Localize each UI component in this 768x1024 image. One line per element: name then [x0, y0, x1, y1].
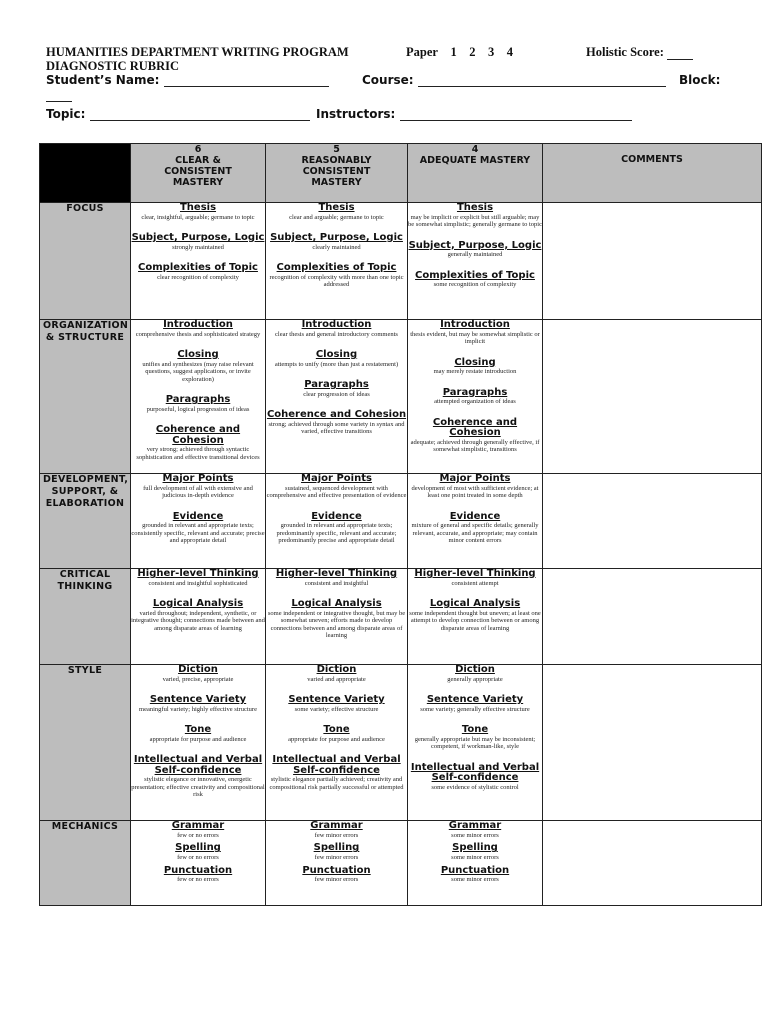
criterion-description: development of most with sufficient evidence; at least one point treated in some depth — [411, 484, 539, 499]
criterion-title: Higher-level Thinking — [275, 568, 398, 579]
column-header — [408, 144, 543, 203]
category-label: ORGANIZATION & STRUCTURE — [40, 320, 131, 474]
criterion-title: Intellectual and Verbal Self-confidence — [272, 754, 401, 776]
course-label: Course: — [362, 73, 414, 87]
corner-cell — [40, 144, 131, 203]
criterion-title: Grammar — [310, 820, 363, 831]
comments-cell[interactable] — [543, 821, 762, 906]
criterion-description: some minor errors — [451, 853, 499, 861]
criterion-title: Punctuation — [302, 864, 371, 876]
criterion-description: generally appropriate but may be inconsistent; competent, if workman-like, style — [414, 735, 536, 750]
category-label: STYLE — [40, 665, 131, 821]
rubric-row — [40, 203, 762, 320]
criterion-description: consistent and insightful sophisticated — [148, 579, 248, 587]
criterion-description: sustained, sequenced development with comprehensive and effective presentation of evidence — [266, 484, 407, 499]
comments-cell[interactable] — [543, 320, 762, 474]
column-header — [131, 144, 266, 203]
criterion-description: clear progression of ideas — [303, 390, 370, 398]
paper-numbers: 1 2 3 4 — [450, 45, 513, 59]
instructors-field[interactable] — [400, 108, 632, 121]
column-score: 5 — [333, 144, 340, 155]
criteria-cell — [266, 665, 408, 821]
criterion-title: Coherence and Cohesion — [266, 409, 407, 420]
criterion-description: varied, precise, appropriate — [162, 675, 234, 683]
criterion-title: Coherence and Cohesion — [432, 416, 518, 438]
criterion-title: Tone — [461, 724, 489, 735]
criterion-title: Evidence — [311, 510, 362, 522]
criterion-title: Introduction — [440, 319, 510, 330]
criterion-description: clear and arguable; germane to topic — [289, 213, 384, 221]
criterion-description: unifies and synthesizes (may raise relevant questions, suggest applications, or invite exploration) — [142, 360, 254, 383]
criterion-title: Grammar — [448, 820, 502, 831]
criterion-description: stylistic elegance partially achieved; creativity and compositional risk partially successful or attempted — [269, 776, 404, 791]
criterion-description: clear, insightful, arguable; germane to topic — [141, 213, 255, 221]
criteria-cell — [266, 569, 408, 665]
student-name-label: Student’s Name: — [46, 73, 160, 87]
criterion-title: Spelling — [313, 842, 360, 854]
criterion-title: Subject, Purpose, Logic — [270, 232, 403, 243]
criterion-title: Higher-level Thinking — [137, 568, 259, 579]
block-label: Block: — [679, 73, 721, 87]
comments-cell[interactable] — [543, 203, 762, 320]
paper-label: Paper — [406, 45, 438, 59]
criterion-title: Logical Analysis — [429, 598, 521, 609]
criterion-title: Introduction — [163, 319, 233, 330]
paper-selector[interactable] — [406, 45, 513, 60]
criterion-description: thesis evident, but may be somewhat simplistic or implicit — [410, 330, 540, 345]
criterion-description: full development of all with extensive and judicious in-depth evidence — [143, 484, 253, 499]
criterion-title: Complexities of Topic — [276, 262, 397, 273]
criterion-title: Spelling — [175, 842, 221, 854]
criterion-description: strongly maintained — [172, 243, 224, 251]
criterion-description: some recognition of complexity — [433, 281, 517, 288]
criterion-title: Major Points — [439, 473, 511, 484]
topic-row — [46, 107, 310, 121]
criterion-title: Closing — [315, 349, 358, 360]
course-field[interactable] — [418, 74, 666, 87]
criteria-cell — [266, 821, 408, 906]
criterion-description: few or no errors — [177, 853, 219, 861]
comments-cell[interactable] — [543, 665, 762, 821]
criterion-title: Logical Analysis — [152, 598, 244, 609]
criterion-description: meaningful variety; highly effective structure — [139, 705, 257, 713]
student-name-row — [46, 73, 329, 87]
program-title: HUMANITIES DEPARTMENT WRITING PROGRAM — [46, 45, 349, 59]
criterion-description: very strong; achieved through syntactic sophistication and effective transitional devices — [136, 446, 260, 461]
criterion-description: some independent or integrative thought, but may be somewhat uneven; efforts made to develop connections between and among disparate areas of learning — [267, 609, 406, 639]
criterion-description: appropriate for purpose and audience — [149, 735, 247, 743]
holistic-score-label: Holistic Score: — [586, 45, 664, 59]
criterion-title: Diction — [455, 664, 495, 675]
criterion-description: some minor errors — [451, 876, 499, 884]
criteria-cell — [408, 821, 543, 906]
category-label: CRITICAL THINKING — [40, 569, 131, 665]
criterion-description: consistent attempt — [451, 579, 499, 587]
criterion-title: Intellectual and Verbal Self-confidence — [410, 761, 540, 783]
criterion-title: Intellectual and Verbal Self-confidence — [133, 754, 263, 776]
rubric-row — [40, 474, 762, 569]
criterion-title: Diction — [316, 664, 357, 675]
comments-cell[interactable] — [543, 569, 762, 665]
criterion-description: clear thesis and general introductory comments — [275, 330, 398, 338]
criterion-title: Sentence Variety — [149, 694, 247, 705]
criterion-title: Spelling — [452, 842, 498, 854]
criterion-description: some variety; effective structure — [294, 705, 379, 713]
holistic-score — [586, 45, 693, 60]
criterion-title: Paragraphs — [165, 394, 231, 405]
topic-field[interactable] — [90, 108, 310, 121]
course-row — [362, 73, 666, 87]
criteria-cell — [266, 203, 408, 320]
criterion-title: Paragraphs — [442, 386, 508, 398]
criteria-cell — [408, 665, 543, 821]
criteria-cell — [408, 320, 543, 474]
criteria-cell — [266, 320, 408, 474]
criterion-title: Paragraphs — [304, 379, 369, 390]
column-label: COMMENTS — [621, 154, 683, 165]
criteria-cell — [131, 474, 266, 569]
criterion-description: some minor errors — [451, 831, 499, 839]
rubric-subtitle: DIAGNOSTIC RUBRIC — [46, 59, 180, 73]
criterion-title: Logical Analysis — [291, 598, 382, 609]
category-label: DEVELOPMENT, SUPPORT, & ELABORATION — [40, 474, 131, 569]
rubric-row — [40, 569, 762, 665]
criterion-title: Higher-level Thinking — [414, 568, 536, 579]
criterion-description: varied and appropriate — [307, 675, 366, 683]
block-field[interactable] — [46, 101, 72, 102]
comments-cell[interactable] — [543, 474, 762, 569]
instructors-label: Instructors: — [316, 107, 396, 121]
criterion-title: Subject, Purpose, Logic — [408, 239, 542, 251]
criterion-title: Punctuation — [440, 864, 510, 876]
column-header — [543, 144, 762, 203]
criterion-description: appropriate for purpose and audience — [288, 735, 385, 743]
criteria-cell — [131, 569, 266, 665]
criterion-title: Coherence and Cohesion — [155, 424, 241, 446]
criterion-description: few or no errors — [177, 876, 219, 884]
criterion-description: may be implicit or explicit but still arguable; may be somewhat simplistic; generally germane to topic — [408, 213, 542, 228]
criterion-title: Tone — [323, 724, 350, 735]
criterion-description: recognition of complexity with more than one topic addressed — [269, 273, 404, 288]
rubric-row — [40, 665, 762, 821]
criterion-description: consistent and insightful — [304, 579, 369, 587]
criterion-description: varied throughout; independent, synthetic, or integrative thought; connections made between and among disparate areas of learning — [131, 609, 265, 632]
header-row — [40, 144, 762, 203]
criteria-cell — [266, 474, 408, 569]
rubric-row — [40, 821, 762, 906]
criteria-cell — [408, 569, 543, 665]
criterion-title: Complexities of Topic — [415, 269, 535, 281]
criteria-cell — [131, 821, 266, 906]
student-name-field[interactable] — [164, 74, 329, 87]
criterion-description: stylistic elegance or innovative, energetic presentation; effective creativity and compositional risk — [131, 776, 265, 798]
column-label: CLEAR & CONSISTENT MASTERY — [164, 155, 232, 188]
criterion-description: clearly maintained — [312, 243, 361, 251]
criterion-description: few or no errors — [177, 831, 219, 839]
holistic-score-field[interactable] — [667, 47, 693, 60]
column-label: REASONABLY CONSISTENT MASTERY — [301, 155, 372, 188]
criterion-title: Major Points — [162, 473, 234, 484]
criterion-description: few minor errors — [314, 876, 359, 884]
criterion-title: Grammar — [171, 820, 225, 831]
criterion-title: Closing — [177, 349, 219, 360]
criterion-description: some independent thought but uneven; at least one attempt to develop connection between or among disparate areas of learning — [409, 609, 541, 632]
criterion-description: mixture of general and specific details; generally relevant, accurate, and appropriate; may contain minor content errors — [411, 522, 539, 544]
criterion-title: Punctuation — [163, 864, 233, 876]
category-label: MECHANICS — [40, 821, 131, 906]
criterion-title: Tone — [184, 724, 212, 735]
criterion-title: Major Points — [301, 473, 372, 484]
column-score: 4 — [471, 144, 479, 155]
criterion-title: Introduction — [301, 319, 372, 330]
criterion-description: may merely restate introduction — [433, 368, 517, 375]
criterion-description: strong; achieved through some variety in syntax and varied, effective transitions — [268, 420, 405, 435]
column-label: ADEQUATE MASTERY — [419, 155, 531, 166]
criterion-description: few minor errors — [314, 853, 359, 861]
criteria-cell — [408, 203, 543, 320]
criterion-title: Complexities of Topic — [138, 262, 258, 273]
criterion-description: attempted organization of ideas — [434, 398, 516, 405]
topic-label: Topic: — [46, 107, 86, 121]
criterion-description: clear recognition of complexity — [157, 273, 239, 281]
criterion-title: Sentence Variety — [288, 694, 385, 705]
criteria-cell — [131, 320, 266, 474]
category-label: FOCUS — [40, 203, 131, 320]
criterion-title: Evidence — [449, 510, 501, 522]
rubric-row — [40, 320, 762, 474]
rubric-body — [40, 203, 762, 906]
criterion-title: Diction — [178, 664, 218, 675]
criterion-title: Subject, Purpose, Logic — [131, 232, 265, 243]
criterion-title: Sentence Variety — [426, 694, 524, 705]
instructors-row — [316, 107, 632, 121]
column-score: 6 — [194, 144, 202, 155]
criteria-cell — [408, 474, 543, 569]
criterion-description: few minor errors — [314, 831, 359, 839]
criterion-description: grounded in relevant and appropriate texts; consistently specific, relevant and accurate; precise and appropriate detail — [131, 522, 265, 544]
criterion-title: Thesis — [456, 202, 494, 213]
column-header — [266, 144, 408, 203]
criterion-description: generally maintained — [447, 251, 503, 258]
criterion-description: adequate; achieved through generally effective, if somewhat simplistic, transitions — [410, 438, 540, 453]
criterion-description: grounded in relevant and appropriate texts; predominantly specific, relevant and accurate; predominantly precise and appropriate detail — [276, 522, 397, 544]
criterion-description: attempts to unify (more than just a restatement) — [274, 360, 399, 368]
criterion-title: Thesis — [179, 202, 217, 213]
criterion-title: Thesis — [318, 202, 355, 213]
criteria-cell — [131, 203, 266, 320]
criteria-cell — [131, 665, 266, 821]
criterion-title: Closing — [454, 356, 496, 368]
criterion-description: generally appropriate — [447, 675, 503, 683]
criterion-description: purposeful, logical progression of ideas — [146, 405, 250, 413]
rubric-table — [39, 143, 762, 906]
criterion-description: some variety; generally effective structure — [420, 705, 530, 713]
criterion-description: comprehensive thesis and sophisticated strategy — [135, 330, 261, 338]
criterion-title: Evidence — [172, 510, 224, 522]
criterion-description: some evidence of stylistic control — [431, 783, 519, 791]
